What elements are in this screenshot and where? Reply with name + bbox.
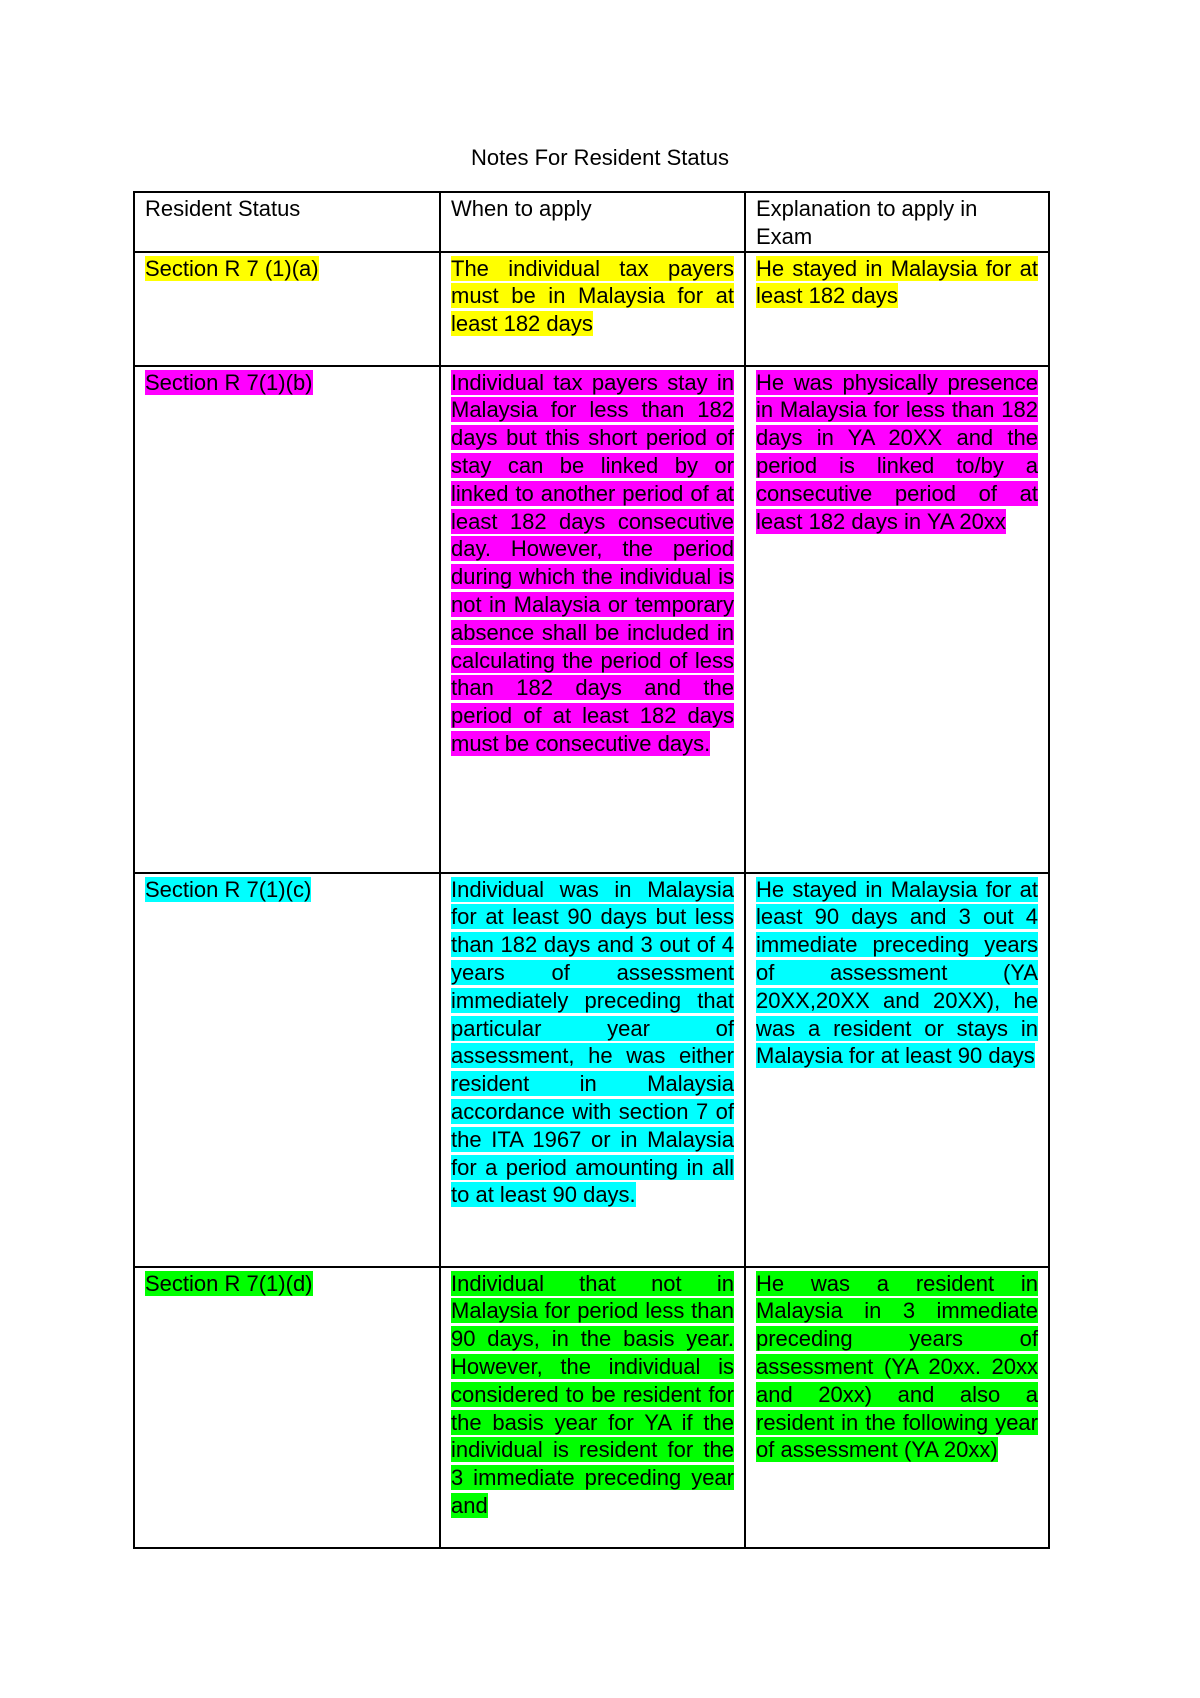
explanation-cell <box>745 1267 1049 1548</box>
section-cell <box>134 252 440 366</box>
resident-status-table <box>133 191 1050 1549</box>
when-text: Individual that not in Malaysia for period less than 90 days, in the basis year. However, the individual is considered to be resident for the basis year for YA if the individual is resident for the 3 immediate preceding year and <box>451 1270 734 1518</box>
when-cell <box>440 366 745 873</box>
table-row <box>134 252 1049 366</box>
section-cell <box>134 366 440 873</box>
header-label: When to apply <box>451 196 592 221</box>
explanation-text: He was physically presence in Malaysia for less than 182 days in YA 20XX and the period is linked to/by a consecutive period of at least 182 days in YA 20xx <box>756 369 1038 534</box>
explanation-cell <box>745 366 1049 873</box>
when-text: Individual tax payers stay in Malaysia for less than 182 days but this short period of stay can be linked by or linked to another period of at least 182 days consecutive day. However, the period during which the individual is not in Malaysia or temporary absence shall be included in calculating the period of less than 182 days and the period of at least 182 days must be consecutive days. <box>451 369 734 756</box>
when-text: Individual was in Malaysia for at least 90 days but less than 182 days and 3 out of 4 years of assessment immediately preceding that particular year of assessment, he was either resident in Malaysia accordance with section 7 of the ITA 1967 or in Malaysia for a period amounting in all to at least 90 days. <box>451 876 734 1208</box>
explanation-cell <box>745 252 1049 366</box>
header-label: Resident Status <box>145 196 301 221</box>
section-cell <box>134 1267 440 1548</box>
explanation-cell <box>745 873 1049 1267</box>
section-label: Section R 7 (1)(a) <box>145 255 319 281</box>
header-cell-resident-status <box>134 192 440 252</box>
section-label: Section R 7(1)(c) <box>145 876 312 902</box>
table-row <box>134 873 1049 1267</box>
header-label: Explanation to apply in Exam <box>756 196 978 249</box>
explanation-text: He was a resident in Malaysia in 3 immediate preceding years of assessment (YA 20xx. 20xx and 20xx) and also a resident in the following year of assessment (YA 20xx) <box>756 1270 1038 1463</box>
page-title: Notes For Resident Status <box>470 145 729 170</box>
explanation-text: He stayed in Malaysia for at least 90 days and 3 out 4 immediate preceding years of assessment (YA 20XX,20XX and 20XX), he was a resident or stays in Malaysia for at least 90 days <box>756 876 1038 1069</box>
section-label: Section R 7(1)(b) <box>145 369 313 395</box>
header-cell-explanation <box>745 192 1049 252</box>
when-cell <box>440 1267 745 1548</box>
when-text: The individual tax payers must be in Malaysia for at least 182 days <box>451 255 734 337</box>
section-cell <box>134 873 440 1267</box>
when-cell <box>440 873 745 1267</box>
when-cell <box>440 252 745 366</box>
table-header-row <box>134 192 1049 252</box>
table-row <box>134 1267 1049 1548</box>
section-label: Section R 7(1)(d) <box>145 1270 313 1296</box>
explanation-text: He stayed in Malaysia for at least 182 days <box>756 255 1038 309</box>
header-cell-when-to-apply <box>440 192 745 252</box>
table-row <box>134 366 1049 873</box>
